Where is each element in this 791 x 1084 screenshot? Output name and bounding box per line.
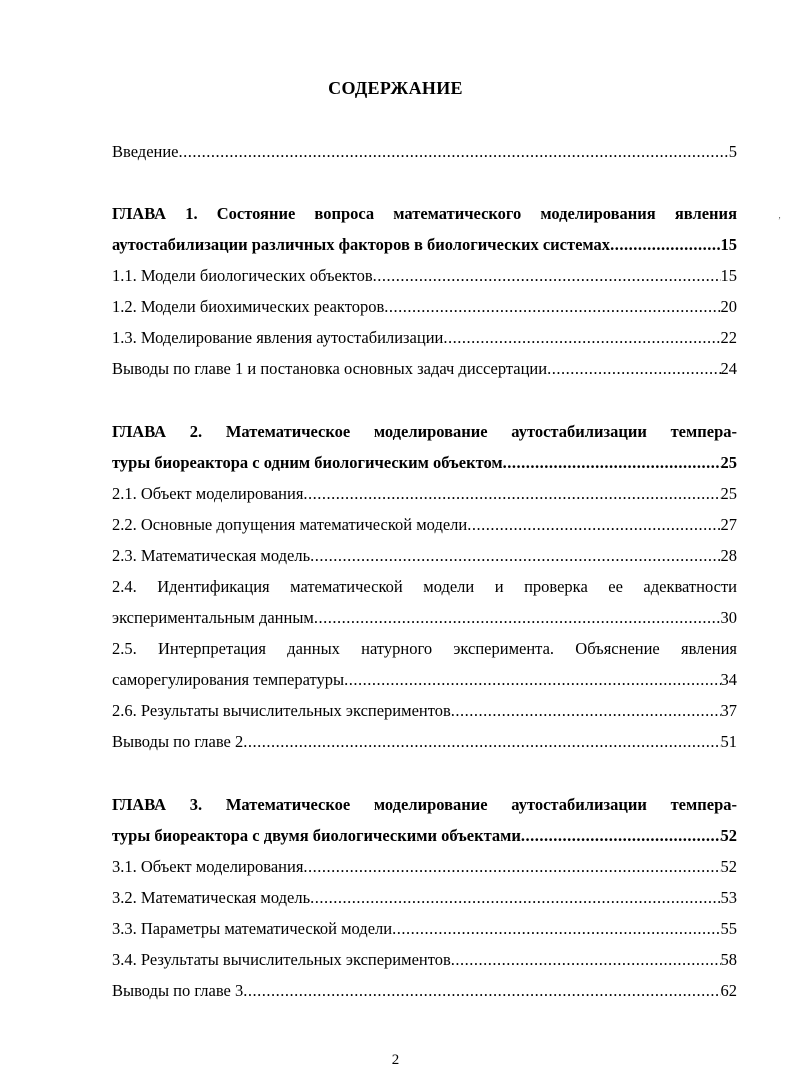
toc-entry-text: 2.6. Результаты вычислительных экспериментов <box>112 701 451 720</box>
toc-page-number: 62 <box>720 981 737 1000</box>
toc-entry-2-5-line-2 <box>112 669 737 691</box>
chapter-2-heading-line-1: ГЛАВА 2. Математическое моделирование аутостабилизации темпера- <box>112 422 737 441</box>
chapter-2-heading-line-2 <box>112 452 737 474</box>
chapter-3-heading-line-1: ГЛАВА 3. Математическое моделирование аутостабилизации темпера- <box>112 795 737 814</box>
toc-page-number: 58 <box>720 950 737 969</box>
toc-entry-text: 2.2. Основные допущения математической модели <box>112 515 468 534</box>
toc-entry-text: Выводы по главе 2 <box>112 732 244 751</box>
toc-page-number: 25 <box>720 484 737 503</box>
leader-dots <box>373 265 721 287</box>
toc-page-number: 25 <box>720 453 737 472</box>
toc-page-number: 51 <box>720 732 737 751</box>
toc-page-number: 5 <box>728 142 737 161</box>
toc-entry-text: 3.4. Результаты вычислительных экспериментов <box>112 950 451 969</box>
leader-dots <box>547 358 720 380</box>
toc-entry-text: саморегулирования температуры <box>112 670 345 689</box>
toc-entry-text: Выводы по главе 1 и постановка основных задач диссертации <box>112 359 548 378</box>
leader-dots <box>392 918 720 940</box>
toc-entry-text: Выводы по главе 3 <box>112 981 244 1000</box>
toc-page-number: 52 <box>720 826 737 845</box>
leader-dots <box>384 296 720 318</box>
toc-page-number: 27 <box>720 515 737 534</box>
toc-entry-text: 2.3. Математическая модель <box>112 546 311 565</box>
toc-page-number: 52 <box>720 857 737 876</box>
toc-entry-text: туры биореактора с одним биологическим объектом <box>112 453 503 472</box>
toc-page-number: 20 <box>720 297 737 316</box>
toc-entry <box>112 327 737 349</box>
leader-dots <box>179 141 729 163</box>
toc-entry <box>112 483 737 505</box>
leader-dots <box>303 856 720 878</box>
toc-entry-text: 2.1. Объект моделирования <box>112 484 304 503</box>
toc-entry-text: Введение <box>112 142 179 161</box>
toc-page-number: 53 <box>720 888 737 907</box>
leader-dots <box>243 731 720 753</box>
toc-entry <box>112 731 737 753</box>
leader-dots <box>521 825 721 847</box>
toc-entry <box>112 949 737 971</box>
toc-page-number: 24 <box>720 359 737 378</box>
leader-dots <box>344 669 720 691</box>
toc-entry-text: 1.3. Моделирование явления аутостабилизации <box>112 328 444 347</box>
toc-page-number: 28 <box>720 546 737 565</box>
toc-entry <box>112 980 737 1002</box>
leader-dots <box>443 327 720 349</box>
toc-entry <box>112 918 737 940</box>
leader-dots <box>310 887 720 909</box>
leader-dots <box>243 980 720 1002</box>
leader-dots <box>467 514 720 536</box>
toc-entry-text: 3.2. Математическая модель <box>112 888 311 907</box>
toc-entry <box>112 700 737 722</box>
toc-entry <box>112 887 737 909</box>
leader-dots <box>310 545 720 567</box>
toc-entry-intro <box>112 141 737 163</box>
chapter-1-heading-line-1: ГЛАВА 1. Состояние вопроса математического моделирования явления <box>112 204 737 223</box>
toc-page-number: 15 <box>720 266 737 285</box>
chapter-3-heading-line-2 <box>112 825 737 847</box>
toc-entry-text: 1.2. Модели биохимических реакторов <box>112 297 385 316</box>
leader-dots <box>610 234 720 256</box>
toc-page-number: 30 <box>720 608 737 627</box>
toc-entry <box>112 265 737 287</box>
page-number: 2 <box>391 1052 400 1068</box>
toc-entry-2-4-line-1: 2.4. Идентификация математической модели и проверка ее адекватности <box>112 577 737 596</box>
toc-entry-text: 3.1. Объект моделирования <box>112 857 304 876</box>
margin-mark: ‚ <box>778 210 781 220</box>
toc-entry <box>112 856 737 878</box>
toc-entry-text: экспериментальным данным <box>112 608 314 627</box>
leader-dots <box>314 607 721 629</box>
toc-page-number: 55 <box>720 919 737 938</box>
leader-dots <box>451 700 721 722</box>
leader-dots <box>451 949 721 971</box>
chapter-1-heading-line-2 <box>112 234 737 256</box>
toc-entry-text: 1.1. Модели биологических объектов <box>112 266 373 285</box>
leader-dots <box>303 483 720 505</box>
toc-entry <box>112 545 737 567</box>
toc-page-number: 37 <box>720 701 737 720</box>
toc-entry <box>112 514 737 536</box>
toc-entry <box>112 358 737 380</box>
toc-entry-2-5-line-1: 2.5. Интерпретация данных натурного эксперимента. Объяснение явления <box>112 639 737 658</box>
toc-entry <box>112 296 737 318</box>
toc-page-number: 15 <box>720 235 737 254</box>
toc-page-number: 22 <box>720 328 737 347</box>
toc-page-number: 34 <box>720 670 737 689</box>
toc-entry-2-4-line-2 <box>112 607 737 629</box>
toc-entry-text: аутостабилизации различных факторов в биологических системах <box>112 235 611 254</box>
leader-dots <box>503 452 721 474</box>
page-title: СОДЕРЖАНИЕ <box>328 78 463 98</box>
toc-entry-text: 3.3. Параметры математической модели <box>112 919 393 938</box>
toc-entry-text: туры биореактора с двумя биологическими объектами <box>112 826 521 845</box>
